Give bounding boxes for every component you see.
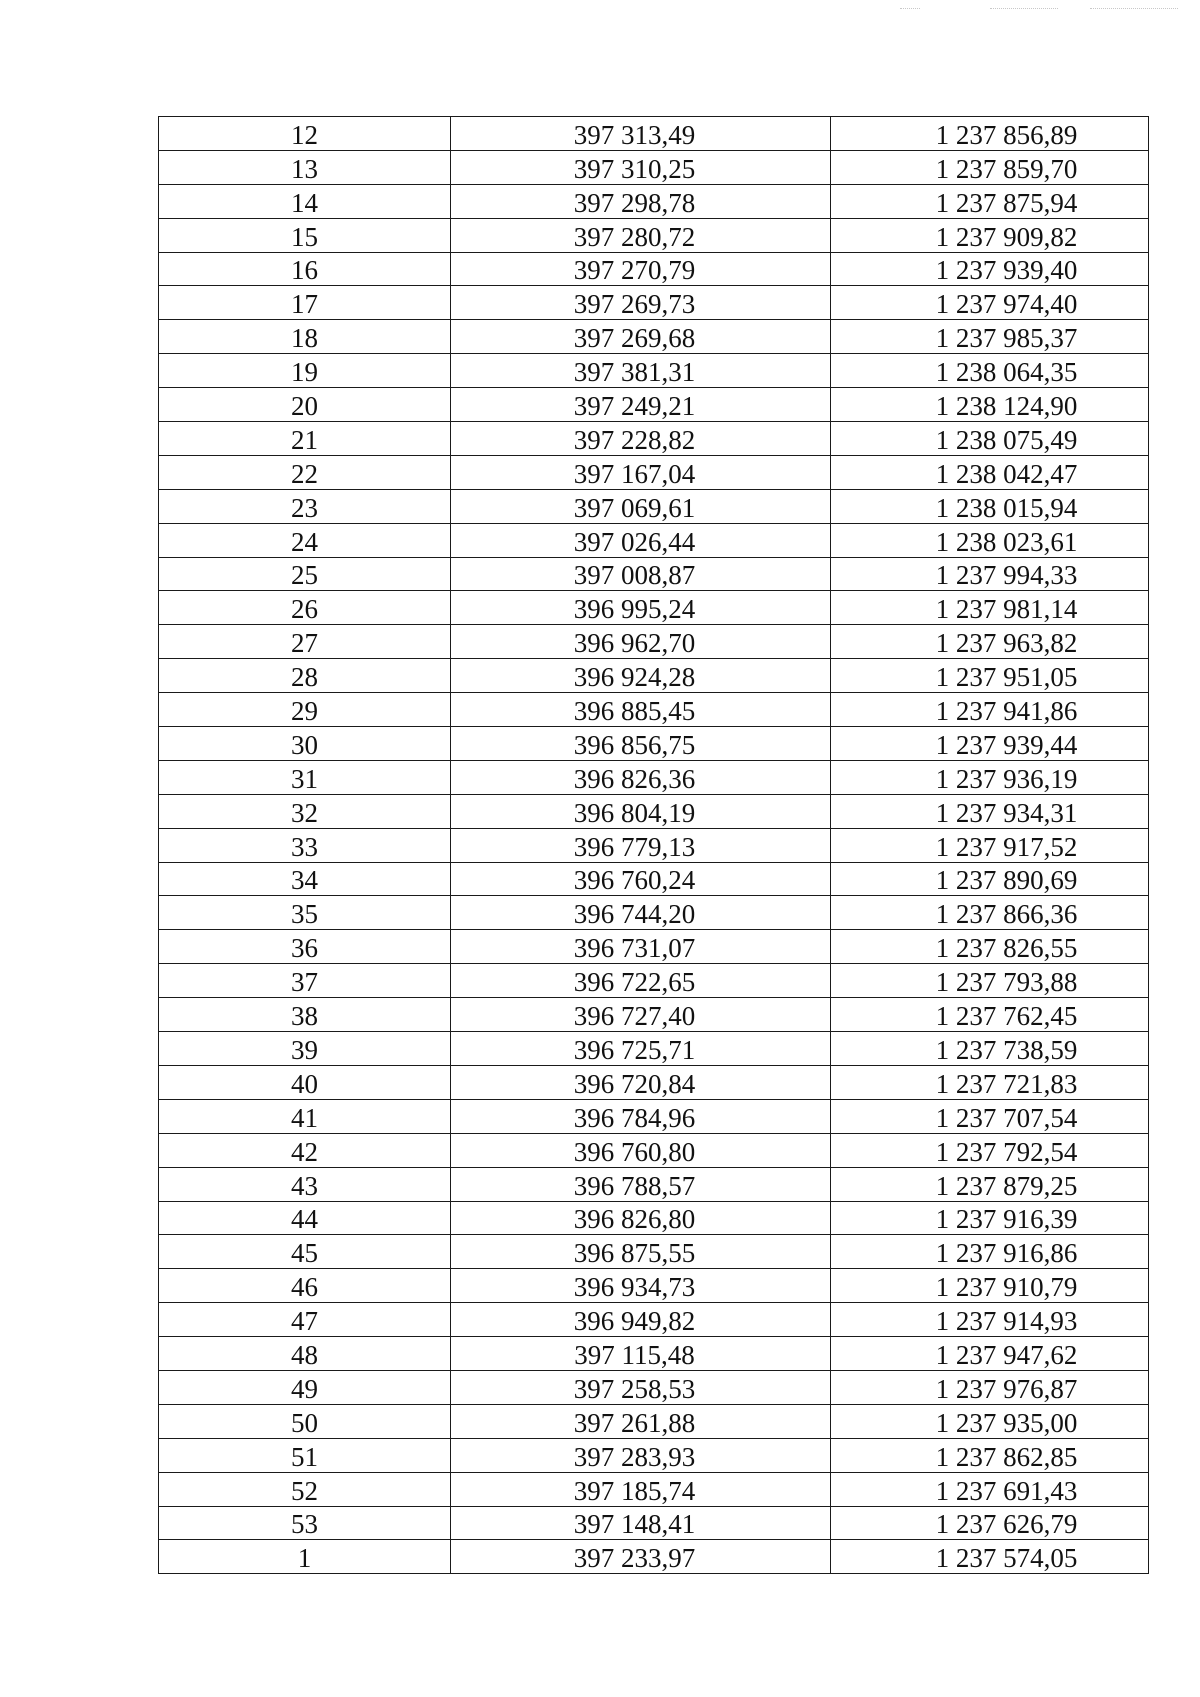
table-row: [159, 760, 1149, 794]
point-number-cell: 53: [159, 1506, 451, 1540]
y-coordinate-cell: 1 237 875,94: [831, 184, 1149, 218]
y-coordinate-cell: 1 237 738,59: [831, 1032, 1149, 1066]
y-coordinate-cell: 1 237 890,69: [831, 862, 1149, 896]
table-row: [159, 354, 1149, 388]
point-number-cell: 18: [159, 320, 451, 354]
y-coordinate-cell: 1 237 866,36: [831, 896, 1149, 930]
coordinates-table-body: [159, 117, 1149, 1574]
y-coordinate-cell: 1 237 862,85: [831, 1438, 1149, 1472]
x-coordinate-cell: 397 148,41: [451, 1506, 831, 1540]
y-coordinate-cell: 1 237 826,55: [831, 930, 1149, 964]
y-coordinate-cell: 1 237 707,54: [831, 1099, 1149, 1133]
table-row: [159, 320, 1149, 354]
x-coordinate-cell: 396 788,57: [451, 1167, 831, 1201]
y-coordinate-cell: 1 237 939,40: [831, 252, 1149, 286]
x-coordinate-cell: 397 269,73: [451, 286, 831, 320]
scan-artifact-marks: [900, 8, 1180, 12]
table-row: [159, 252, 1149, 286]
x-coordinate-cell: 396 856,75: [451, 727, 831, 761]
x-coordinate-cell: 396 722,65: [451, 964, 831, 998]
x-coordinate-cell: 396 924,28: [451, 659, 831, 693]
point-number-cell: 35: [159, 896, 451, 930]
table-row: [159, 388, 1149, 422]
x-coordinate-cell: 397 270,79: [451, 252, 831, 286]
table-row: [159, 422, 1149, 456]
y-coordinate-cell: 1 237 951,05: [831, 659, 1149, 693]
point-number-cell: 25: [159, 557, 451, 591]
table-row: [159, 1337, 1149, 1371]
x-coordinate-cell: 396 962,70: [451, 625, 831, 659]
y-coordinate-cell: 1 237 626,79: [831, 1506, 1149, 1540]
table-row: [159, 591, 1149, 625]
table-row: [159, 727, 1149, 761]
point-number-cell: 26: [159, 591, 451, 625]
x-coordinate-cell: 397 233,97: [451, 1540, 831, 1574]
point-number-cell: 21: [159, 422, 451, 456]
y-coordinate-cell: 1 237 963,82: [831, 625, 1149, 659]
table-row: [159, 455, 1149, 489]
point-number-cell: 19: [159, 354, 451, 388]
y-coordinate-cell: 1 237 856,89: [831, 117, 1149, 151]
x-coordinate-cell: 397 280,72: [451, 218, 831, 252]
x-coordinate-cell: 396 779,13: [451, 828, 831, 862]
x-coordinate-cell: 396 826,36: [451, 760, 831, 794]
scan-mark: [1090, 8, 1178, 10]
point-number-cell: 45: [159, 1235, 451, 1269]
y-coordinate-cell: 1 237 939,44: [831, 727, 1149, 761]
y-coordinate-cell: 1 238 015,94: [831, 489, 1149, 523]
y-coordinate-cell: 1 237 941,86: [831, 693, 1149, 727]
point-number-cell: 36: [159, 930, 451, 964]
table-row: [159, 1032, 1149, 1066]
table-row: [159, 625, 1149, 659]
y-coordinate-cell: 1 237 985,37: [831, 320, 1149, 354]
x-coordinate-cell: 397 026,44: [451, 523, 831, 557]
y-coordinate-cell: 1 237 721,83: [831, 1065, 1149, 1099]
x-coordinate-cell: 396 949,82: [451, 1303, 831, 1337]
point-number-cell: 44: [159, 1201, 451, 1235]
table-row: [159, 1065, 1149, 1099]
x-coordinate-cell: 397 269,68: [451, 320, 831, 354]
table-row: [159, 1506, 1149, 1540]
table-row: [159, 828, 1149, 862]
y-coordinate-cell: 1 237 914,93: [831, 1303, 1149, 1337]
point-number-cell: 40: [159, 1065, 451, 1099]
y-coordinate-cell: 1 237 935,00: [831, 1404, 1149, 1438]
y-coordinate-cell: 1 237 691,43: [831, 1472, 1149, 1506]
table-row: [159, 1167, 1149, 1201]
y-coordinate-cell: 1 238 064,35: [831, 354, 1149, 388]
point-number-cell: 28: [159, 659, 451, 693]
point-number-cell: 37: [159, 964, 451, 998]
x-coordinate-cell: 396 744,20: [451, 896, 831, 930]
table-row: [159, 1540, 1149, 1574]
y-coordinate-cell: 1 237 994,33: [831, 557, 1149, 591]
point-number-cell: 50: [159, 1404, 451, 1438]
point-number-cell: 34: [159, 862, 451, 896]
point-number-cell: 30: [159, 727, 451, 761]
table-row: [159, 998, 1149, 1032]
scan-mark: [990, 8, 1058, 10]
y-coordinate-cell: 1 238 042,47: [831, 455, 1149, 489]
point-number-cell: 12: [159, 117, 451, 151]
scan-mark: [900, 8, 920, 10]
point-number-cell: 17: [159, 286, 451, 320]
x-coordinate-cell: 397 228,82: [451, 422, 831, 456]
y-coordinate-cell: 1 238 075,49: [831, 422, 1149, 456]
point-number-cell: 13: [159, 150, 451, 184]
point-number-cell: 15: [159, 218, 451, 252]
x-coordinate-cell: 397 008,87: [451, 557, 831, 591]
x-coordinate-cell: 396 760,80: [451, 1133, 831, 1167]
x-coordinate-cell: 397 381,31: [451, 354, 831, 388]
table-row: [159, 659, 1149, 693]
table-row: [159, 489, 1149, 523]
x-coordinate-cell: 396 885,45: [451, 693, 831, 727]
point-number-cell: 23: [159, 489, 451, 523]
x-coordinate-cell: 397 261,88: [451, 1404, 831, 1438]
x-coordinate-cell: 396 934,73: [451, 1269, 831, 1303]
table-row: [159, 218, 1149, 252]
point-number-cell: 24: [159, 523, 451, 557]
y-coordinate-cell: 1 237 936,19: [831, 760, 1149, 794]
table-row: [159, 1099, 1149, 1133]
y-coordinate-cell: 1 237 859,70: [831, 150, 1149, 184]
point-number-cell: 1: [159, 1540, 451, 1574]
x-coordinate-cell: 396 727,40: [451, 998, 831, 1032]
point-number-cell: 20: [159, 388, 451, 422]
table-row: [159, 1370, 1149, 1404]
y-coordinate-cell: 1 237 909,82: [831, 218, 1149, 252]
point-number-cell: 52: [159, 1472, 451, 1506]
x-coordinate-cell: 397 115,48: [451, 1337, 831, 1371]
y-coordinate-cell: 1 237 792,54: [831, 1133, 1149, 1167]
x-coordinate-cell: 396 760,24: [451, 862, 831, 896]
x-coordinate-cell: 397 185,74: [451, 1472, 831, 1506]
point-number-cell: 43: [159, 1167, 451, 1201]
x-coordinate-cell: 397 249,21: [451, 388, 831, 422]
table-row: [159, 1472, 1149, 1506]
table-row: [159, 523, 1149, 557]
y-coordinate-cell: 1 237 762,45: [831, 998, 1149, 1032]
point-number-cell: 16: [159, 252, 451, 286]
y-coordinate-cell: 1 237 793,88: [831, 964, 1149, 998]
y-coordinate-cell: 1 238 124,90: [831, 388, 1149, 422]
table-row: [159, 896, 1149, 930]
point-number-cell: 29: [159, 693, 451, 727]
point-number-cell: 38: [159, 998, 451, 1032]
x-coordinate-cell: 397 283,93: [451, 1438, 831, 1472]
table-row: [159, 286, 1149, 320]
y-coordinate-cell: 1 237 910,79: [831, 1269, 1149, 1303]
table-row: [159, 1404, 1149, 1438]
y-coordinate-cell: 1 237 879,25: [831, 1167, 1149, 1201]
x-coordinate-cell: 396 804,19: [451, 794, 831, 828]
x-coordinate-cell: 396 720,84: [451, 1065, 831, 1099]
point-number-cell: 32: [159, 794, 451, 828]
point-number-cell: 33: [159, 828, 451, 862]
point-number-cell: 31: [159, 760, 451, 794]
x-coordinate-cell: 396 875,55: [451, 1235, 831, 1269]
table-row: [159, 1303, 1149, 1337]
table-row: [159, 150, 1149, 184]
x-coordinate-cell: 397 313,49: [451, 117, 831, 151]
y-coordinate-cell: 1 237 934,31: [831, 794, 1149, 828]
table-row: [159, 117, 1149, 151]
point-number-cell: 14: [159, 184, 451, 218]
x-coordinate-cell: 397 069,61: [451, 489, 831, 523]
table-row: [159, 1201, 1149, 1235]
x-coordinate-cell: 397 167,04: [451, 455, 831, 489]
x-coordinate-cell: 396 995,24: [451, 591, 831, 625]
point-number-cell: 48: [159, 1337, 451, 1371]
y-coordinate-cell: 1 237 916,39: [831, 1201, 1149, 1235]
table-row: [159, 557, 1149, 591]
point-number-cell: 47: [159, 1303, 451, 1337]
x-coordinate-cell: 396 725,71: [451, 1032, 831, 1066]
y-coordinate-cell: 1 237 916,86: [831, 1235, 1149, 1269]
table-row: [159, 1438, 1149, 1472]
table-row: [159, 964, 1149, 998]
point-number-cell: 39: [159, 1032, 451, 1066]
x-coordinate-cell: 396 826,80: [451, 1201, 831, 1235]
y-coordinate-cell: 1 237 574,05: [831, 1540, 1149, 1574]
y-coordinate-cell: 1 238 023,61: [831, 523, 1149, 557]
y-coordinate-cell: 1 237 917,52: [831, 828, 1149, 862]
table-row: [159, 862, 1149, 896]
table-row: [159, 794, 1149, 828]
table-row: [159, 184, 1149, 218]
table-row: [159, 1235, 1149, 1269]
table-row: [159, 1133, 1149, 1167]
table-row: [159, 693, 1149, 727]
y-coordinate-cell: 1 237 947,62: [831, 1337, 1149, 1371]
point-number-cell: 46: [159, 1269, 451, 1303]
coordinates-table: [158, 116, 1149, 1574]
y-coordinate-cell: 1 237 974,40: [831, 286, 1149, 320]
point-number-cell: 41: [159, 1099, 451, 1133]
point-number-cell: 27: [159, 625, 451, 659]
point-number-cell: 49: [159, 1370, 451, 1404]
point-number-cell: 22: [159, 455, 451, 489]
x-coordinate-cell: 396 731,07: [451, 930, 831, 964]
y-coordinate-cell: 1 237 981,14: [831, 591, 1149, 625]
table-row: [159, 930, 1149, 964]
x-coordinate-cell: 396 784,96: [451, 1099, 831, 1133]
point-number-cell: 51: [159, 1438, 451, 1472]
x-coordinate-cell: 397 298,78: [451, 184, 831, 218]
table-row: [159, 1269, 1149, 1303]
y-coordinate-cell: 1 237 976,87: [831, 1370, 1149, 1404]
point-number-cell: 42: [159, 1133, 451, 1167]
x-coordinate-cell: 397 310,25: [451, 150, 831, 184]
x-coordinate-cell: 397 258,53: [451, 1370, 831, 1404]
